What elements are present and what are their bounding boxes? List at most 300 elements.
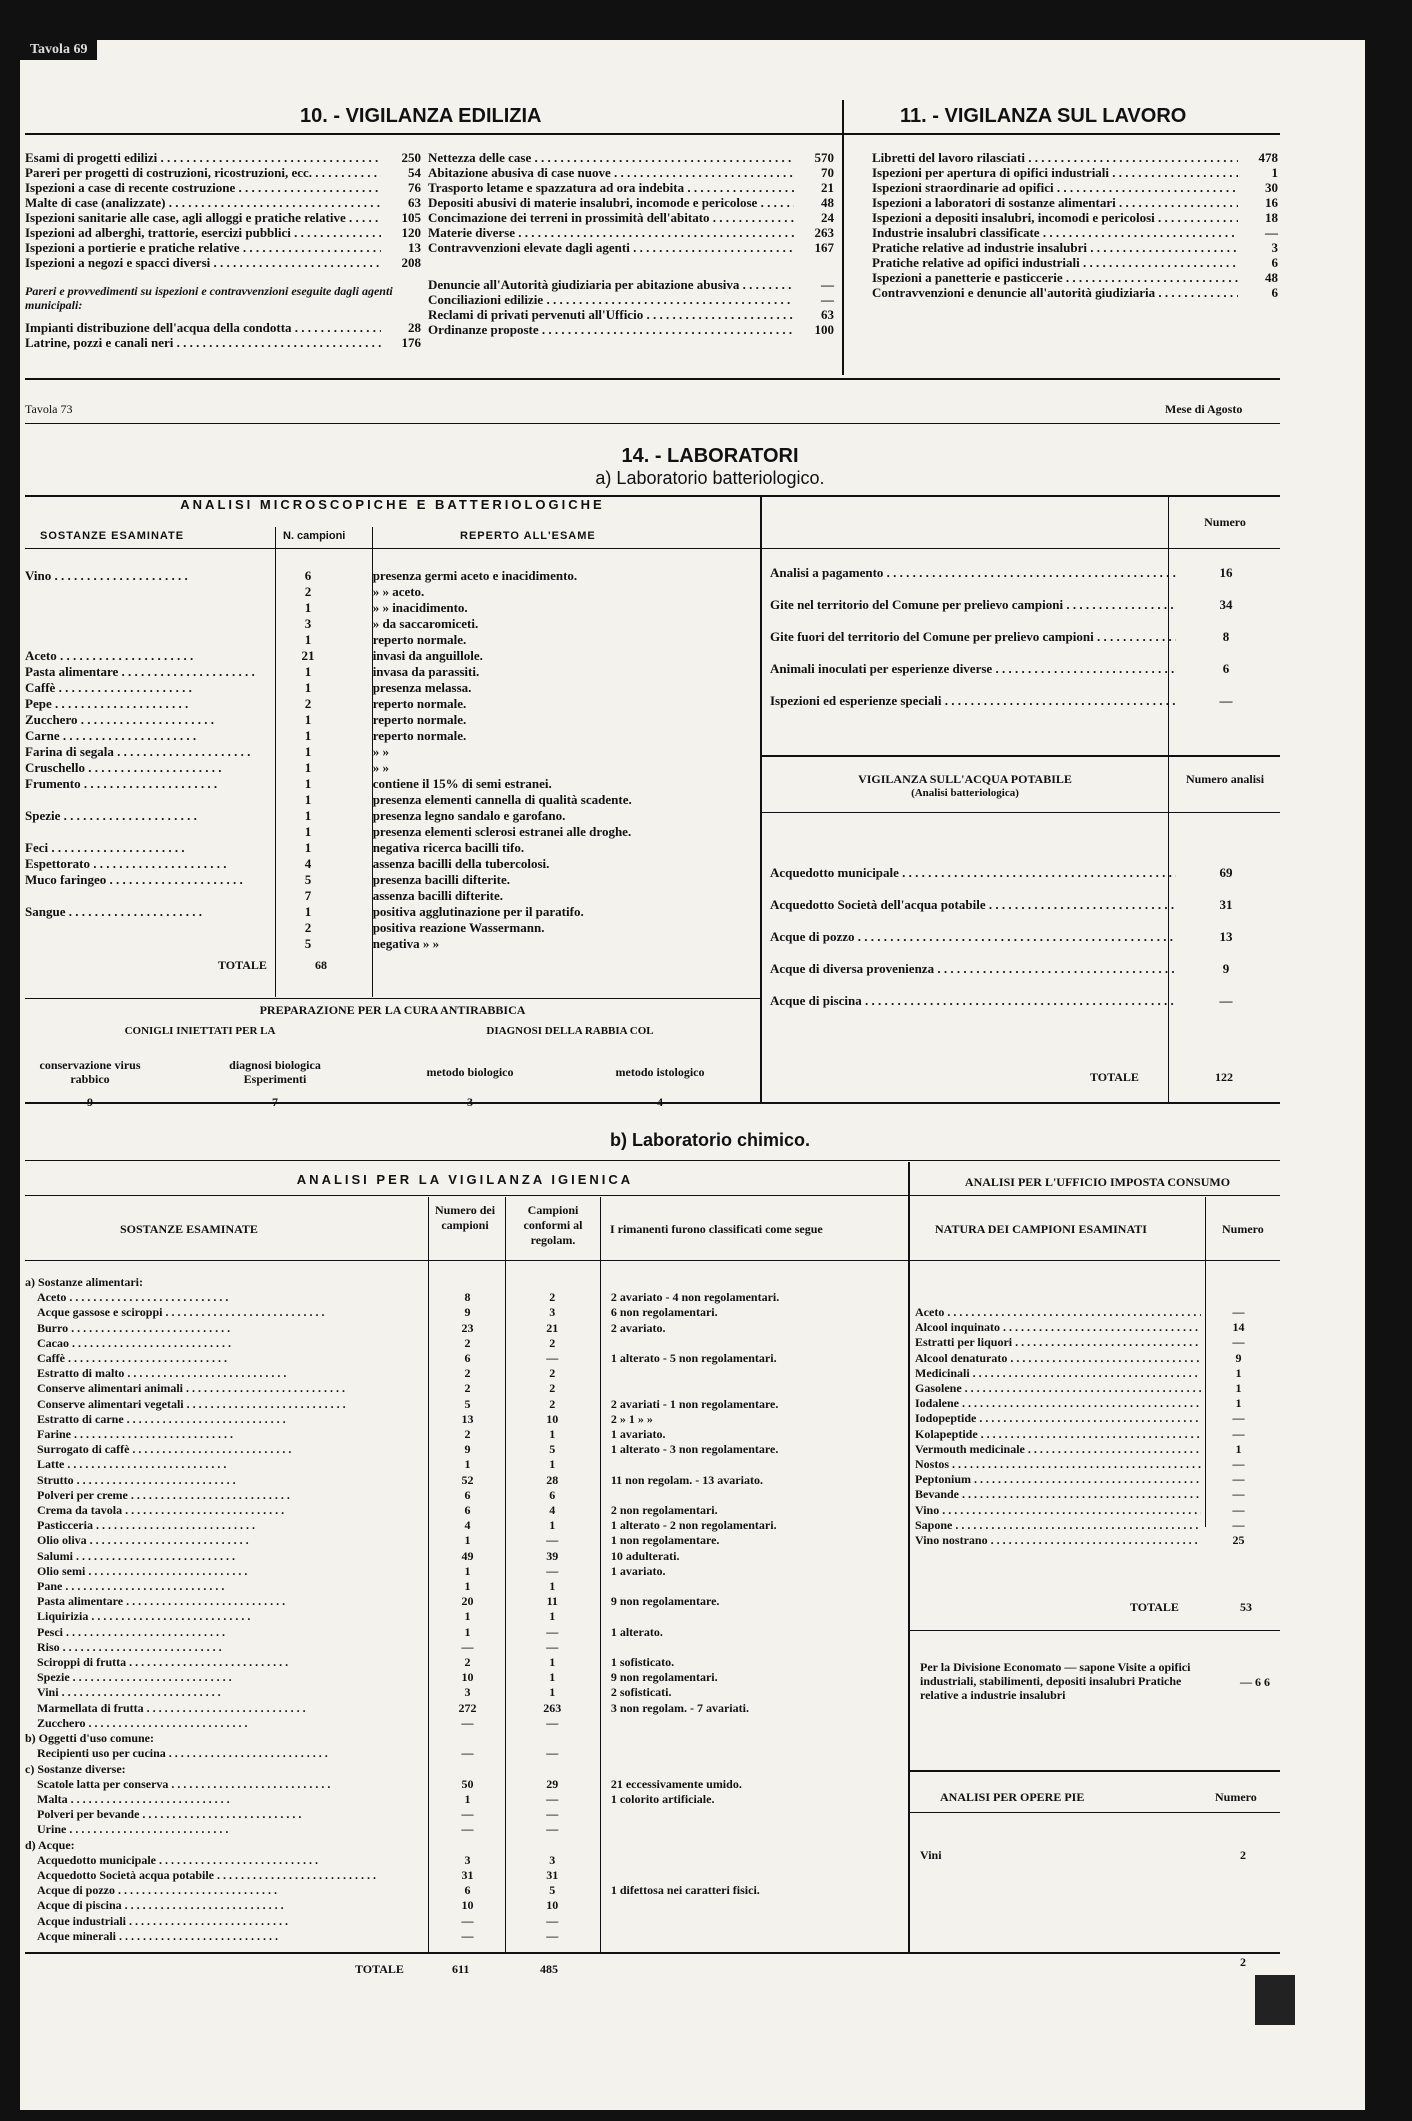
list-item-value: 69 <box>1219 865 1233 880</box>
cell-count: 272 <box>458 1700 477 1715</box>
cell-substance: Farine . . . . . . . . . . . . . . . . . . . . . . . . . . . <box>37 1427 233 1442</box>
list-item <box>428 165 838 180</box>
list-item-label: Ispezioni sanitarie alle case, agli alloggi e pratiche relative . . . <box>25 210 381 225</box>
cell-substance: Sciroppi di frutta . . . . . . . . . . . . . . . . . . . . . . . . . . . <box>37 1655 289 1670</box>
list-item <box>770 565 1280 580</box>
list-item-label: Ispezioni a panetterie e pasticcerie . . . <box>872 270 1238 285</box>
cell-conform: — <box>546 1807 559 1822</box>
table-row <box>25 1670 905 1685</box>
list-item <box>872 225 1282 240</box>
cell-count: — <box>461 1822 474 1837</box>
table-row <box>25 1518 905 1533</box>
cell-conform <box>500 1838 594 1853</box>
list-item-value: 30 <box>1265 180 1278 195</box>
cell-substance: Strutto . . . . . . . . . . . . . . . . . . . . . . . . . . . <box>37 1472 236 1487</box>
cell-conform: 2 <box>549 1396 556 1411</box>
antirabbica-val-1: 9 <box>87 1095 93 1109</box>
list-item <box>872 150 1282 165</box>
table-row <box>25 1807 905 1822</box>
cell-count: — <box>461 1913 474 1928</box>
cell-count: 20 <box>461 1594 474 1609</box>
edilizia-list-a <box>25 150 425 350</box>
cell-result: invasi da anguillole. <box>372 648 483 663</box>
list-item <box>915 1472 1280 1487</box>
cell-count: 9 <box>464 1305 471 1320</box>
table-row <box>25 936 760 952</box>
cell-result: presenza bacilli difterite. <box>372 872 510 887</box>
cell-conform: 28 <box>546 1472 559 1487</box>
list-item-label: Libretti del lavoro rilasciati . . . <box>872 150 1238 165</box>
cell-notes: 2 avariato. <box>610 1320 666 1335</box>
table-row <box>25 664 760 680</box>
list-item-label: Ispezioni a case di recente costruzione . . . <box>25 180 381 195</box>
cell-count: 3 <box>304 616 312 631</box>
cell-substance: Sangue . . . . . . . . . . . . . . . . . . . . . <box>25 904 202 919</box>
list-item-label: Gite nel territorio del Comune per prelievo campioni . . . <box>770 597 1176 612</box>
cell-substance: Farina di segala . . . . . . . . . . . . . . . . . . . . . <box>25 744 251 759</box>
list-item <box>25 180 425 195</box>
list-item-label: Concimazione dei terreni in prossimità dell'abitato . . . <box>428 210 794 225</box>
list-item-value: — <box>1232 1426 1245 1441</box>
list-item-label: Ispezioni a negozi e spacci diversi . . . <box>25 255 381 270</box>
table-row <box>25 1822 905 1837</box>
list-item-value: 70 <box>821 165 834 180</box>
cell-substance: Burro . . . . . . . . . . . . . . . . . . . . . . . . . . . <box>37 1320 231 1335</box>
list-item <box>770 929 1280 944</box>
cell-substance: Acque di piscina . . . . . . . . . . . . . . . . . . . . . . . . . . . <box>37 1898 284 1913</box>
list-item-value: 18 <box>1265 210 1278 225</box>
cell-count: — <box>461 1715 474 1730</box>
cell-count: 2 <box>464 1381 471 1396</box>
cell-substance: Olio semi . . . . . . . . . . . . . . . . . . . . . . . . . . . <box>37 1563 248 1578</box>
cell-result: presenza elementi sclerosi estranei alle droghe. <box>372 824 632 839</box>
acqua-list <box>770 865 1280 1025</box>
cell-conform: 2 <box>549 1366 556 1381</box>
cell-count: 1 <box>304 760 312 775</box>
cell-notes <box>599 1853 905 1868</box>
cell-count: 50 <box>461 1776 474 1791</box>
micro-total-value: 68 <box>315 958 327 972</box>
list-item-label: Gite fuori del territorio del Comune per prelievo campioni . . . <box>770 629 1176 644</box>
cell-substance: Conserve alimentari animali . . . . . . . . . . . . . . . . . . . . . . . . . . . <box>37 1381 345 1396</box>
acqua-title: VIGILANZA SULL'ACQUA POTABILE <box>858 772 1072 786</box>
cell-count: 2 <box>304 696 312 711</box>
cell-notes <box>599 1488 905 1503</box>
cell-substance: Estratto di malto . . . . . . . . . . . . . . . . . . . . . . . . . . . <box>37 1366 287 1381</box>
cell-result: positiva agglutinazione per il paratifo. <box>372 904 584 919</box>
micro-table <box>25 568 760 952</box>
list-item-label: Acque di diversa provenienza . . . <box>770 961 1176 976</box>
list-item <box>770 993 1280 1008</box>
list-item-value: 14 <box>1232 1320 1245 1335</box>
cell-result: presenza legno sandalo e garofano. <box>372 808 566 823</box>
pareri-note: Pareri e provvedimenti su ispezioni e contravvenzioni eseguite dagli agenti municipali: <box>25 284 393 312</box>
list-item-value: — <box>1232 1487 1245 1502</box>
cell-substance: Conserve alimentari vegetali . . . . . . . . . . . . . . . . . . . . . . . . . . . <box>37 1396 346 1411</box>
list-item-label: Analisi a pagamento . . . <box>770 565 1176 580</box>
list-item-value: 21 <box>821 180 834 195</box>
table-row <box>25 1397 905 1412</box>
table-row <box>25 856 760 872</box>
cell-conform <box>500 1762 594 1777</box>
chimico-col-1: SOSTANZE ESAMINATE <box>120 1222 258 1236</box>
divider <box>25 378 1280 380</box>
cell-count: 31 <box>461 1867 474 1882</box>
table-row <box>25 1685 905 1700</box>
cell-count: 6 <box>464 1351 471 1366</box>
antirabbica-col-2: diagnosi biologica Esperimenti <box>229 1058 321 1086</box>
list-item-value: — <box>1219 693 1233 708</box>
antirabbica-col-1: conservazione virus rabbico <box>39 1058 141 1086</box>
list-item-value: — <box>1265 225 1278 240</box>
list-item <box>915 1381 1280 1396</box>
cell-substance: Pasta alimentare . . . . . . . . . . . . . . . . . . . . . <box>25 664 255 679</box>
cell-result: » » aceto. <box>372 584 425 599</box>
cell-substance: Crema da tavola . . . . . . . . . . . . . . . . . . . . . . . . . . . <box>37 1503 285 1518</box>
list-item <box>872 255 1282 270</box>
cell-count: 2 <box>464 1427 471 1442</box>
list-item <box>25 320 425 335</box>
divisione-text: Per la Divisione Economato — sapone Visite a opifici industriali, stabilimenti, depositi insalubri Pratiche relative a industrie insalubri <box>920 1660 1191 1702</box>
table-row <box>25 1503 905 1518</box>
cell-substance: Caffè . . . . . . . . . . . . . . . . . . . . . . . . . . . <box>37 1351 227 1366</box>
cell-notes: 1 sofisticato. <box>610 1655 675 1670</box>
cell-result: reperto normale. <box>372 632 467 647</box>
cell-notes <box>599 1807 905 1822</box>
list-item <box>915 1442 1280 1457</box>
cell-count: 2 <box>464 1335 471 1350</box>
table-row <box>25 1564 905 1579</box>
list-item <box>770 661 1280 676</box>
table-row <box>25 696 760 712</box>
list-item-label: Esami di progetti edilizi . . . <box>25 150 381 165</box>
antirabbica-title: PREPARAZIONE PER LA CURA ANTIRABBICA <box>259 1003 526 1017</box>
cell-substance: Riso . . . . . . . . . . . . . . . . . . . . . . . . . . . <box>37 1639 222 1654</box>
list-item-value: 54 <box>408 165 421 180</box>
cell-substance: Cacao . . . . . . . . . . . . . . . . . . . . . . . . . . . <box>37 1335 231 1350</box>
cell-conform: — <box>546 1715 559 1730</box>
table-row <box>25 568 760 584</box>
cell-substance: Pasticceria . . . . . . . . . . . . . . . . . . . . . . . . . . . <box>37 1518 255 1533</box>
cell-substance <box>25 584 258 600</box>
cell-conform: 10 <box>546 1411 559 1426</box>
cell-substance: Vino . . . . . . . . . . . . . . . . . . . . . <box>25 568 188 583</box>
cell-substance: Malta . . . . . . . . . . . . . . . . . . . . . . . . . . . <box>37 1791 230 1806</box>
cell-conform: — <box>546 1639 559 1654</box>
cell-conform: 5 <box>549 1442 556 1457</box>
cell-count: 1 <box>464 1624 471 1639</box>
acqua-total-label: TOTALE <box>1090 1070 1139 1084</box>
cell-count: 2 <box>304 920 312 935</box>
list-item-value: 120 <box>401 225 421 240</box>
list-item-label: Malte di case (analizzate) . . . <box>25 195 381 210</box>
section-title-vigilanza-lavoro: 11. - VIGILANZA SUL LAVORO <box>900 105 1187 127</box>
list-item-value: 34 <box>1219 597 1233 612</box>
cell-notes <box>595 1762 905 1777</box>
cell-notes: 1 avariato. <box>610 1427 666 1442</box>
list-item-label: Ispezioni ad alberghi, trattorie, esercizi pubblici . . . <box>25 225 381 240</box>
list-item <box>915 1427 1280 1442</box>
cell-count: 1 <box>464 1533 471 1548</box>
divider <box>25 998 760 999</box>
list-item <box>915 1396 1280 1411</box>
list-item <box>915 1533 1280 1548</box>
cell-substance: Frumento . . . . . . . . . . . . . . . . . . . . . <box>25 776 218 791</box>
cell-result: » » inacidimento. <box>372 600 468 615</box>
table-row <box>25 744 760 760</box>
table-row <box>25 1366 905 1381</box>
cell-substance: Pane . . . . . . . . . . . . . . . . . . . . . . . . . . . <box>37 1579 225 1594</box>
list-item-label: Acque di piscina . . . <box>770 993 1176 1008</box>
list-item <box>25 150 425 165</box>
list-item-value: — <box>821 277 834 292</box>
acqua-subtitle: (Analisi batteriologica) <box>911 787 1019 799</box>
cell-count: 4 <box>304 856 312 871</box>
cell-conform: — <box>546 1563 559 1578</box>
consumo-col-2: Numero <box>1222 1222 1264 1236</box>
cell-conform: — <box>546 1928 559 1943</box>
cell-count: 10 <box>461 1670 474 1685</box>
list-item-label: Acquedotto Società dell'acqua potabile . . . <box>770 897 1176 912</box>
divider <box>25 1952 1280 1954</box>
cell-result: » da saccaromiceti. <box>372 616 479 631</box>
consumo-table <box>915 1305 1280 1548</box>
cell-notes: 1 alterato - 3 non regolamentare. <box>610 1442 779 1457</box>
cell-conform: 6 <box>549 1487 556 1502</box>
cell-substance: d) Acque: <box>25 1837 75 1852</box>
table-tag: Tavola 69 <box>20 40 97 60</box>
list-item-value: 8 <box>1222 629 1230 644</box>
cell-substance: Acque di pozzo . . . . . . . . . . . . . . . . . . . . . . . . . . . <box>37 1883 277 1898</box>
list-item-label: Nettezza delle case . . . <box>428 150 794 165</box>
list-item-label: Latrine, pozzi e canali neri . . . <box>25 335 381 350</box>
antirabbica-col-4: metodo istologico <box>615 1065 705 1079</box>
micro-col-2: N. campioni <box>283 530 346 542</box>
chimico-col-2: Numero dei campioni <box>434 1203 496 1232</box>
list-item-label: Conciliazioni edilizie . . . <box>428 292 794 307</box>
cell-substance: Cruschello . . . . . . . . . . . . . . . . . . . . . <box>25 760 222 775</box>
list-item-value: 478 <box>1258 150 1278 165</box>
cell-count: 3 <box>464 1852 471 1867</box>
cell-conform: 2 <box>549 1381 556 1396</box>
cell-notes <box>599 1336 905 1351</box>
cell-conform: 31 <box>546 1867 559 1882</box>
antirabbica-col-3: metodo biologico <box>426 1065 514 1079</box>
list-item-value: 100 <box>814 322 834 337</box>
table-row <box>25 1412 905 1427</box>
list-item-label: Iodopeptide . . . <box>915 1411 1201 1426</box>
list-item-value: 13 <box>1219 929 1233 944</box>
list-item <box>770 865 1280 880</box>
divider <box>25 548 760 549</box>
antirabbica-val-2: 7 <box>272 1095 278 1109</box>
list-item-value: 31 <box>1219 897 1233 912</box>
cell-count: 2 <box>304 584 312 599</box>
list-item-value: 1 <box>1235 1441 1242 1456</box>
cell-substance: Pesci . . . . . . . . . . . . . . . . . . . . . . . . . . . <box>37 1624 225 1639</box>
cell-notes <box>595 1838 905 1853</box>
cell-substance: Salumi . . . . . . . . . . . . . . . . . . . . . . . . . . . <box>37 1548 236 1563</box>
table-row <box>25 1762 905 1777</box>
list-item <box>25 335 425 350</box>
list-item-value: 105 <box>401 210 421 225</box>
list-item <box>428 150 838 165</box>
divider <box>908 1630 1280 1631</box>
list-item <box>872 270 1282 285</box>
cell-count: 9 <box>464 1442 471 1457</box>
cell-conform: 11 <box>546 1594 558 1609</box>
table-row <box>25 728 760 744</box>
list-item <box>872 165 1282 180</box>
cell-conform: 10 <box>546 1898 559 1913</box>
list-item-label: Bevande . . . <box>915 1487 1201 1502</box>
list-item-label: Medicinali . . . <box>915 1366 1201 1381</box>
chimico-col-3: Campioni conformi al regolam. <box>523 1203 583 1247</box>
list-item <box>428 180 838 195</box>
cell-substance: Acque gassose e sciroppi . . . . . . . . . . . . . . . . . . . . . . . . . . . <box>37 1305 325 1320</box>
list-item <box>770 961 1280 976</box>
cell-substance: Estratto di carne . . . . . . . . . . . . . . . . . . . . . . . . . . . <box>37 1411 286 1426</box>
antirabbica-val-4: 4 <box>657 1095 663 1109</box>
table-row <box>25 632 760 648</box>
cell-substance: Vini . . . . . . . . . . . . . . . . . . . . . . . . . . . <box>37 1685 221 1700</box>
list-item <box>915 1335 1280 1350</box>
chimico-header: ANALISI PER LA VIGILANZA IGIENICA <box>296 1172 634 1187</box>
cell-notes: 3 non regolam. - 7 avariati. <box>610 1700 749 1715</box>
list-item-label: Ispezioni a depositi insalubri, incomodi e pericolosi . . . <box>872 210 1238 225</box>
cell-conform: — <box>546 1533 559 1548</box>
list-item-label: Vermouth medicinale . . . <box>915 1442 1201 1457</box>
list-item <box>872 180 1282 195</box>
list-item-value: 63 <box>821 307 834 322</box>
cell-substance: Pepe . . . . . . . . . . . . . . . . . . . . . <box>25 696 189 711</box>
list-item-value: 6 <box>1271 285 1278 300</box>
list-item <box>25 225 425 240</box>
cell-count: 1 <box>464 1609 471 1624</box>
divider <box>760 548 1280 549</box>
cell-substance <box>25 792 258 808</box>
cell-count: 52 <box>461 1472 474 1487</box>
subtitle-batteriologico: a) Laboratorio batteriologico. <box>595 468 825 488</box>
antirabbica-group-1: CONIGLI INIETTATI PER LA <box>124 1025 276 1037</box>
list-item <box>872 195 1282 210</box>
cell-notes <box>599 1366 905 1381</box>
cell-conform: 5 <box>549 1883 556 1898</box>
cell-result: presenza elementi cannella di qualità scadente. <box>372 792 632 807</box>
opere-pie-total: 2 <box>1240 1955 1246 1969</box>
micro-col-3: REPERTO ALL'ESAME <box>460 530 596 542</box>
list-item-value: 263 <box>814 225 834 240</box>
cell-substance: Acquedotto municipale . . . . . . . . . . . . . . . . . . . . . . . . . . . <box>37 1852 319 1867</box>
numero-header: Numero <box>1204 515 1246 529</box>
cell-conform: — <box>546 1351 559 1366</box>
list-item-label: Iodalene . . . <box>915 1396 1201 1411</box>
table-row <box>25 712 760 728</box>
consumo-col-1: NATURA DEI CAMPIONI ESAMINATI <box>935 1222 1147 1236</box>
cell-count: 49 <box>461 1548 474 1563</box>
table-row <box>25 888 760 904</box>
cell-conform: — <box>546 1746 559 1761</box>
cell-count <box>423 1762 501 1777</box>
table-row <box>25 1442 905 1457</box>
cell-substance <box>25 936 258 952</box>
list-item-label: Estratti per liquori . . . <box>915 1335 1201 1350</box>
list-item-value: 570 <box>814 150 834 165</box>
cell-count: 1 <box>464 1563 471 1578</box>
list-item-label: Contravvenzioni elevate dagli agenti . . . <box>428 240 794 255</box>
opere-pie-value: 2 <box>1240 1848 1246 1862</box>
cell-count: — <box>461 1639 474 1654</box>
divisione-values: — 6 6 <box>1240 1675 1270 1689</box>
cell-substance: Espettorato . . . . . . . . . . . . . . . . . . . . . <box>25 856 227 871</box>
opere-pie-header: ANALISI PER OPERE PIE <box>940 1790 1085 1804</box>
list-item-value: — <box>1232 1411 1245 1426</box>
cell-count: 1 <box>304 808 312 823</box>
chimico-total-2: 485 <box>540 1962 558 1976</box>
list-item-label: Animali inoculati per esperienze diverse . . . <box>770 661 1176 676</box>
cell-substance <box>25 632 258 648</box>
list-item-label: Nostos . . . <box>915 1457 1201 1472</box>
cell-result: negativa » » <box>372 936 440 951</box>
cell-count: 1 <box>464 1457 471 1472</box>
list-item-label: Aceto . . . <box>915 1305 1201 1320</box>
table-row <box>25 1533 905 1548</box>
list-item-label: Vino nostrano . . . <box>915 1533 1201 1548</box>
table-row <box>25 1549 905 1564</box>
cell-count: — <box>461 1928 474 1943</box>
cell-notes: 2 non regolamentari. <box>610 1503 718 1518</box>
chimico-col-4: I rimanenti furono classificati come segue <box>610 1222 823 1236</box>
cell-substance: Polveri per bevande . . . . . . . . . . . . . . . . . . . . . . . . . . . <box>37 1807 302 1822</box>
acqua-numero-header: Numero analisi <box>1185 772 1265 786</box>
cell-count: 5 <box>464 1396 471 1411</box>
cell-substance: Recipienti uso per cucina . . . . . . . . . . . . . . . . . . . . . . . . . . . <box>37 1746 328 1761</box>
table-row <box>25 1321 905 1336</box>
cell-notes: 2 sofisticati. <box>610 1685 672 1700</box>
antirabbica-group-2: DIAGNOSI DELLA RABBIA COL <box>486 1025 654 1037</box>
cell-count: 2 <box>464 1366 471 1381</box>
list-item <box>25 240 425 255</box>
table-row <box>25 1609 905 1624</box>
table-row <box>25 904 760 920</box>
cell-count: 1 <box>304 744 312 759</box>
table-row <box>25 920 760 936</box>
cell-conform: 1 <box>549 1457 556 1472</box>
month-label: Mese di Agosto <box>1165 402 1243 416</box>
divider <box>760 755 1280 757</box>
cell-notes <box>599 1579 905 1594</box>
cell-conform: 4 <box>549 1503 556 1518</box>
list-item <box>915 1457 1280 1472</box>
cell-count <box>423 1838 501 1853</box>
list-item-value: 25 <box>1232 1533 1245 1548</box>
consumo-header: ANALISI PER L'UFFICIO IMPOSTA CONSUMO <box>964 1175 1231 1189</box>
table-row <box>25 1579 905 1594</box>
table-row <box>25 1868 905 1883</box>
divider <box>25 1102 1280 1104</box>
cell-substance: Spezie . . . . . . . . . . . . . . . . . . . . . . . . . . . <box>37 1670 232 1685</box>
list-item-value: 24 <box>821 210 834 225</box>
cell-substance: Caffè . . . . . . . . . . . . . . . . . . . . . <box>25 680 192 695</box>
cell-notes <box>599 1457 905 1472</box>
cell-conform: 21 <box>546 1320 559 1335</box>
list-item <box>915 1411 1280 1426</box>
cell-count: — <box>461 1746 474 1761</box>
list-item <box>915 1518 1280 1533</box>
cell-substance: Zucchero . . . . . . . . . . . . . . . . . . . . . . . . . . . <box>37 1715 248 1730</box>
list-item <box>428 292 838 307</box>
cell-substance <box>25 920 258 936</box>
